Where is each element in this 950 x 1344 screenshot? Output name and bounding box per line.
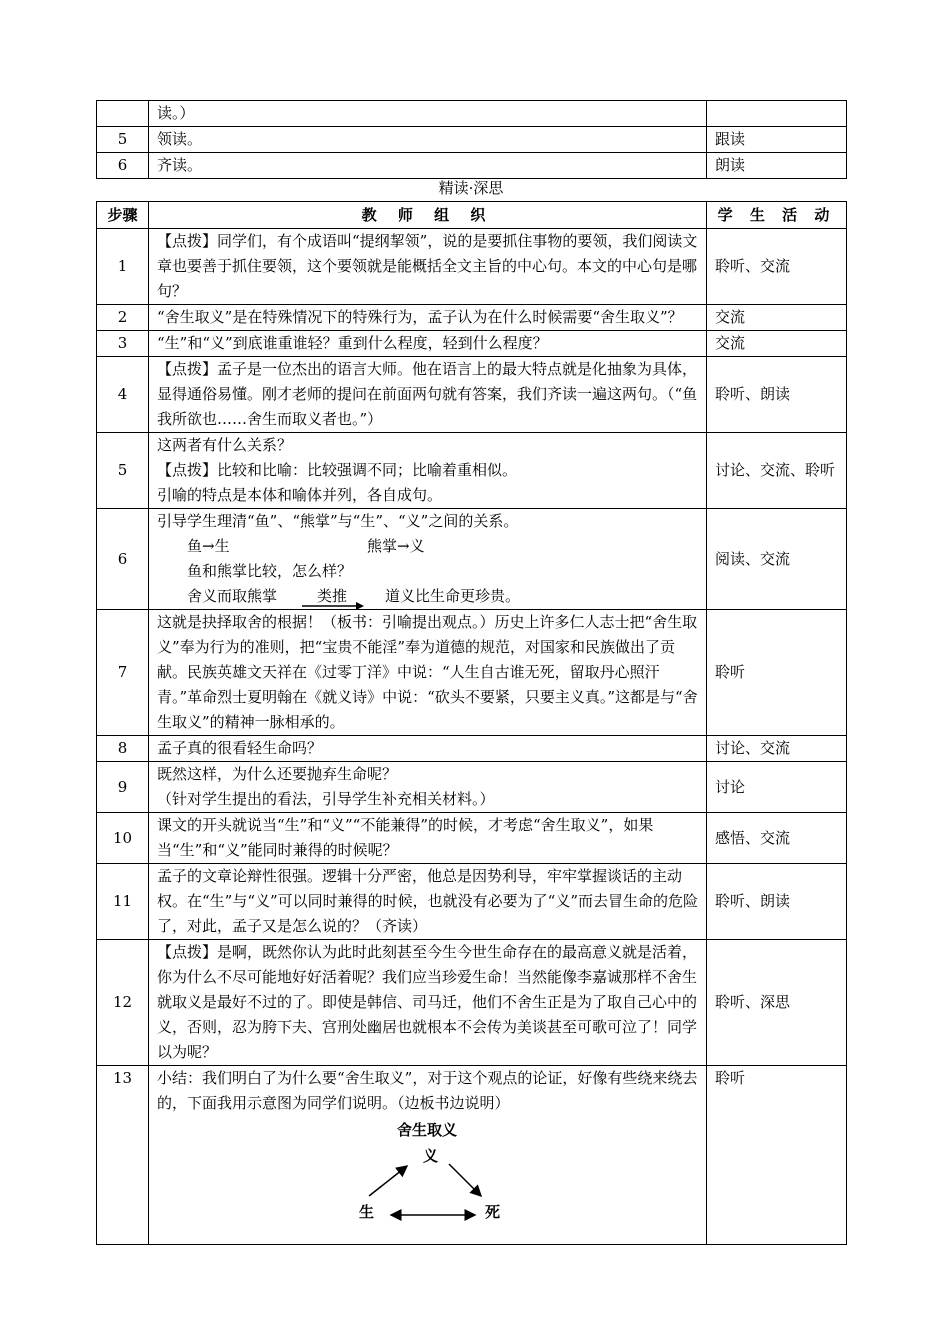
table-row: [97, 864, 847, 940]
student-cell: [707, 101, 847, 127]
header-row: [97, 202, 847, 229]
student-cell: 交流: [707, 331, 847, 357]
step-cell: 8: [97, 736, 149, 762]
header-teacher: 教 师 组 织: [149, 202, 707, 229]
infer-line: [157, 584, 698, 609]
step-cell: 5: [97, 433, 149, 509]
infer-arrow-icon: [302, 601, 364, 611]
student-cell: 讨论: [707, 762, 847, 813]
step-cell: 10: [97, 813, 149, 864]
step-cell: 3: [97, 331, 149, 357]
table-row: [97, 229, 847, 305]
relation-diagram: [157, 1116, 698, 1244]
pair-line: [157, 534, 698, 559]
arrow-down-right-icon: [449, 1164, 481, 1196]
table-row: [97, 153, 847, 179]
arrow-up-right-icon: [369, 1166, 407, 1196]
student-cell: 聆听: [707, 1066, 847, 1245]
teacher-cell: 孟子的文章论辩性很强。逻辑十分严密，他总是因势利导，牢牢掌握谈话的主动权。在“生”与“义”可以同时兼得的时候，也就没有必要为了“义”而去冒生命的危险了，对此，孟子又是怎么说的？（齐读）: [149, 864, 707, 940]
step-cell: 6: [97, 153, 149, 179]
step-cell: 6: [97, 509, 149, 610]
teacher-cell: [149, 1066, 707, 1245]
step-cell: 13: [97, 1066, 149, 1245]
teacher-line: 引喻的特点是本体和喻体并列，各自成句。: [157, 486, 443, 504]
step-cell: 2: [97, 305, 149, 331]
diagram-title: 舍生取义: [397, 1121, 458, 1139]
diagram-arrows: [157, 1116, 699, 1244]
table-row: [97, 1066, 847, 1245]
table-row: [97, 101, 847, 127]
student-cell: 交流: [707, 305, 847, 331]
teacher-line: 引导学生理清“鱼”、“熊掌”与“生”、“义”之间的关系。: [157, 512, 519, 530]
table-row: [97, 509, 847, 610]
header-step: 步骤: [97, 202, 149, 229]
teacher-line: 小结：我们明白了为什么要“舍生取义”，对于这个观点的论证，好像有些绕来绕去的，下面我用示意图为同学们说明。（边板书边说明）: [157, 1069, 698, 1112]
teacher-line: 既然这样，为什么还要抛弃生命呢？: [157, 765, 398, 783]
table-row: [97, 433, 847, 509]
table-row: [97, 331, 847, 357]
student-cell: 感悟、交流: [707, 813, 847, 864]
teacher-line: 【点拨】比较和比喻：比较强调不同；比喻着重相似。: [157, 461, 518, 479]
student-cell: 聆听、朗读: [707, 864, 847, 940]
step-cell: [97, 101, 149, 127]
teacher-line: （针对学生提出的看法，引导学生补充相关材料。）: [157, 790, 495, 808]
header-student: 学 生 活 动: [707, 202, 847, 229]
main-table: [96, 201, 847, 1245]
infer-left: 舍义而取熊掌: [187, 587, 278, 605]
teacher-cell: 领读。: [149, 127, 707, 153]
step-cell: 4: [97, 357, 149, 433]
step-cell: 5: [97, 127, 149, 153]
teacher-cell: 这就是抉择取舍的根据！（板书：引喻提出观点。）历史上许多仁人志士把“舍生取义”奉为行为的准则，把“宝贵不能淫”奉为道德的规范，对国家和民族做出了贡献。民族英雄文天祥在《过零丁洋》中说：“人生自古谁无死，留取丹心照汗青。”革命烈士夏明翰在《就义诗》中说：“砍头不要紧，只要主义真。”这都是与“舍生取义”的精神一脉相承的。: [149, 610, 707, 736]
pair-left: 鱼→生: [187, 537, 230, 555]
top-table: [96, 100, 847, 179]
teacher-cell: [149, 433, 707, 509]
infer-arrow-label: 类推: [317, 587, 348, 605]
table-row: [97, 736, 847, 762]
pair-right: 熊掌→义: [367, 537, 425, 555]
teacher-cell: [149, 762, 707, 813]
teacher-cell: 齐读。: [149, 153, 707, 179]
diagram-top-node: 义: [423, 1147, 439, 1165]
table-row: [97, 305, 847, 331]
teacher-cell: 【点拨】孟子是一位杰出的语言大师。他在语言上的最大特点就是化抽象为具体，显得通俗易懂。刚才老师的提问在前面两句就有答案，我们齐读一遍这两句。（“鱼我所欲也……舍生而取义者也。”）: [149, 357, 707, 433]
diagram-left-node: 生: [359, 1203, 375, 1221]
teacher-cell: 课文的开头就说当“生”和“义”“不能兼得”的时候，才考虑“舍生取义”，如果当“生”和“义”能同时兼得的时候呢？: [149, 813, 707, 864]
student-cell: 聆听、深思: [707, 940, 847, 1066]
student-cell: 聆听、朗读: [707, 357, 847, 433]
step-cell: 11: [97, 864, 149, 940]
table-row: [97, 357, 847, 433]
compare-line: 鱼和熊掌比较，怎么样？: [187, 562, 353, 580]
student-cell: 讨论、交流: [707, 736, 847, 762]
step-cell: 7: [97, 610, 149, 736]
student-cell: 讨论、交流、聆听: [707, 433, 847, 509]
table-row: [97, 813, 847, 864]
table-row: [97, 940, 847, 1066]
teacher-cell: 【点拨】同学们，有个成语叫“提纲挈领”，说的是要抓住事物的要领，我们阅读文章也要善于抓住要领，这个要领就是能概括全文主旨的中心句。本文的中心句是哪句？: [149, 229, 707, 305]
teacher-cell: “生”和“义”到底谁重谁轻？重到什么程度，轻到什么程度？: [149, 331, 707, 357]
infer-right: 道义比生命更珍贵。: [385, 587, 521, 605]
section-title: 精读·深思: [438, 179, 504, 197]
student-cell: 朗读: [707, 153, 847, 179]
teacher-cell: [149, 509, 707, 610]
diagram-right-node: 死: [485, 1203, 501, 1221]
teacher-cell: “舍生取义”是在特殊情况下的特殊行为，孟子认为在什么时候需要“舍生取义”？: [149, 305, 707, 331]
teacher-cell: 孟子真的很看轻生命吗？: [149, 736, 707, 762]
teacher-cell: 【点拨】是啊，既然你认为此时此刻甚至今生今世生命存在的最高意义就是活着，你为什么不尽可能地好好活着呢？我们应当珍爱生命！当然能像李嘉诚那样不舍生就取义是最好不过的了。即使是韩信、司马迁，他们不舍生正是为了取自己心中的义，否则，忍为胯下夫、宫刑处幽居也就根本不会传为美谈甚至可歌可泣了！同学以为呢？: [149, 940, 707, 1066]
teacher-line: 这两者有什么关系？: [157, 436, 293, 454]
step-cell: 9: [97, 762, 149, 813]
student-cell: 跟读: [707, 127, 847, 153]
table-row: [97, 127, 847, 153]
step-cell: 1: [97, 229, 149, 305]
step-cell: 12: [97, 940, 149, 1066]
student-cell: 聆听、交流: [707, 229, 847, 305]
teacher-cell: 读。）: [149, 101, 707, 127]
table-row: [97, 610, 847, 736]
table-row: [97, 762, 847, 813]
student-cell: 阅读、交流: [707, 509, 847, 610]
student-cell: 聆听: [707, 610, 847, 736]
